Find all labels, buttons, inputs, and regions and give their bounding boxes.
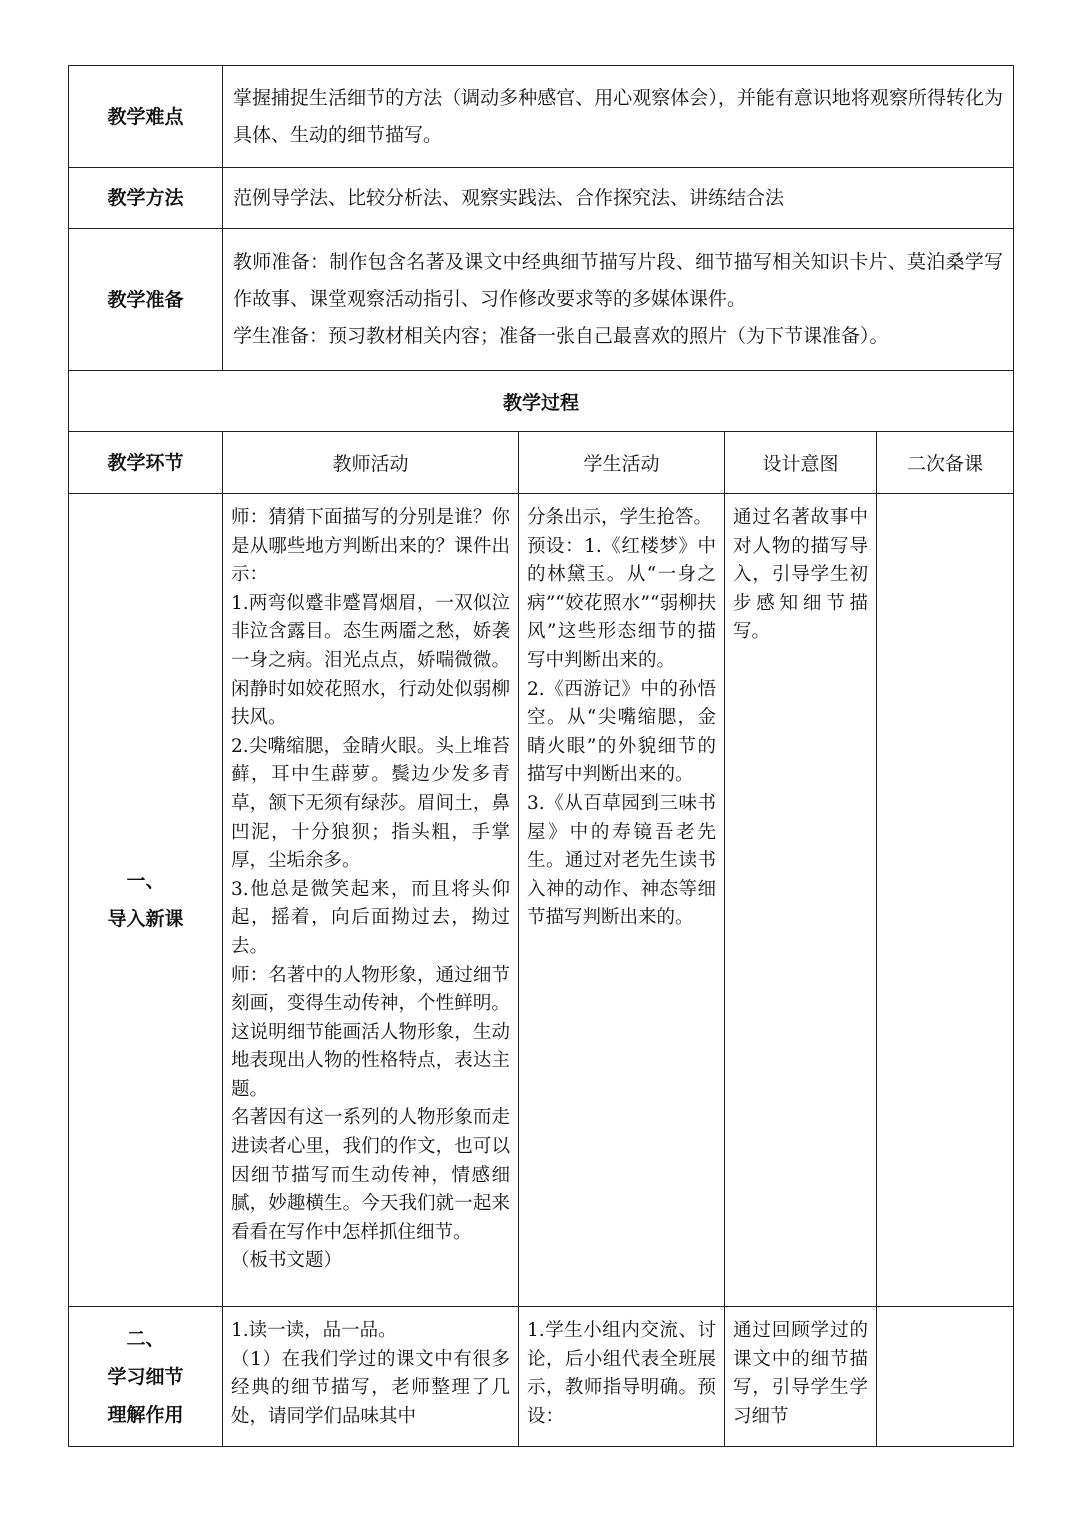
stage-1-secondary-prep: [877, 494, 1014, 1307]
stage-1-teacher-p3: 2.尖嘴缩腮，金睛火眼。头上堆苔藓，耳中生薜萝。鬓边少发多青草，颔下无须有绿莎。眉间土，鼻凹泥，十分狼狈；指头粗，手掌厚，尘垢余多。: [231, 735, 510, 872]
text-teaching-difficulty: 掌握捕捉生活细节的方法（调动多种感官、用心观察体会），并能有意识地将观察所得转化为具体、生动的细节描写。: [223, 66, 1014, 168]
stage-1-teacher-p4: 3.他总是微笑起来，而且将头仰起，摇着，向后面拗过去，拗过去。: [231, 878, 510, 957]
stage-2-name-line1: 学习细节: [107, 1365, 184, 1388]
stage-1-student-activity: [519, 494, 725, 1307]
stage-2-teacher-activity: [223, 1307, 519, 1447]
stage-1-name: 导入新课: [107, 908, 184, 930]
student-preparation: 学生准备：预习教材相关内容；准备一张自己最喜欢的照片（为下节课准备）。: [233, 325, 889, 347]
stage-1-student-p2: 预设：1.《红楼梦》中的林黛玉。从“一身之病”“姣花照水”“弱柳扶风”这些形态细节的描写中判断出来的。: [527, 535, 716, 671]
row-stage-1: [69, 494, 1014, 1307]
row-teaching-difficulty: [69, 66, 1014, 168]
stage-1-student-p3: 2.《西游记》中的孙悟空。从“尖嘴缩腮，金睛火眼”的外貌细节的描写中判断出来的。: [527, 678, 716, 786]
row-process-title: [69, 371, 1014, 432]
stage-1-teacher-p2: 1.两弯似蹙非蹙罥烟眉，一双似泣非泣含露目。态生两靥之愁，娇袭一身之病。泪光点点，娇喘微微。闲静时如姣花照水，行动处似弱柳扶风。: [231, 592, 510, 729]
label-teaching-difficulty: 教学难点: [69, 66, 223, 168]
header-design-intent: 设计意图: [725, 432, 877, 494]
header-stage: 教学环节: [69, 432, 223, 494]
stage-1-teacher-p6: 名著因有这一系列的人物形象而走进读者心里，我们的作文，也可以因细节描写而生动传神，情感细腻，妙趣横生。今天我们就一起来看看在写作中怎样抓住细节。: [231, 1107, 510, 1243]
stage-2-student-p1: 1.学生小组内交流、讨论，后小组代表全班展示，教师指导明确。预设：: [527, 1320, 716, 1427]
text-teaching-method: 范例导学法、比较分析法、观察实践法、合作探究法、讲练结合法: [223, 168, 1014, 229]
teacher-preparation: 教师准备：制作包含名著及课文中经典细节描写片段、细节描写相关知识卡片、莫泊桑学写作故事、课堂观察活动指引、习作修改要求等的多媒体课件。: [233, 251, 1004, 310]
row-column-headers: [69, 432, 1014, 494]
row-teaching-preparation: [69, 229, 1014, 371]
stage-2-number: 二、: [126, 1327, 165, 1350]
row-stage-2: [69, 1307, 1014, 1447]
stage-2-student-activity: [519, 1307, 725, 1447]
row-teaching-method: [69, 168, 1014, 229]
stage-2-secondary-prep: [877, 1307, 1014, 1447]
header-teacher-activity: 教师活动: [223, 432, 519, 494]
process-title: 教学过程: [69, 371, 1014, 432]
stage-2-design-intent: 通过回顾学过的课文中的细节描写，引导学生学习细节: [725, 1307, 877, 1447]
stage-1-teacher-p5: 师：名著中的人物形象，通过细节刻画，变得生动传神，个性鲜明。这说明细节能画活人物形象，生动地表现出人物的性格特点，表达主题。: [231, 964, 510, 1100]
label-teaching-method: 教学方法: [69, 168, 223, 229]
stage-1-student-p4: 3.《从百草园到三味书屋》中的寿镜吾老先生。通过对老先生读书入神的动作、神态等细节描写判断出来的。: [527, 792, 716, 929]
header-student-activity: 学生活动: [519, 432, 725, 494]
label-teaching-preparation: 教学准备: [69, 229, 223, 371]
lesson-plan-table: [68, 65, 1014, 1447]
stage-2-title: [69, 1307, 223, 1447]
stage-1-teacher-p7: （板书文题）: [231, 1250, 343, 1272]
stage-1-title: [69, 494, 223, 1307]
stage-2-teacher-p1: 1.读一读，品一品。: [231, 1320, 397, 1341]
header-secondary-prep: 二次备课: [877, 432, 1014, 494]
stage-1-student-p1: 分条出示，学生抢答。: [527, 507, 713, 528]
stage-1-teacher-p1: 师：猜猜下面描写的分别是谁？你是从哪些地方判断出来的？课件出示：: [231, 507, 510, 586]
stage-2-teacher-p2: （1）在我们学过的课文中有很多经典的细节描写，老师整理了几处，请同学们品味其中: [231, 1348, 510, 1427]
stage-2-name-line2: 理解作用: [107, 1403, 184, 1426]
stage-1-number: 一、: [126, 870, 165, 892]
stage-1-design-intent: 通过名著故事中对人物的描写导入，引导学生初步感知细节描写。: [725, 494, 877, 1307]
text-teaching-preparation: [223, 229, 1014, 371]
stage-1-teacher-activity: [223, 494, 519, 1307]
